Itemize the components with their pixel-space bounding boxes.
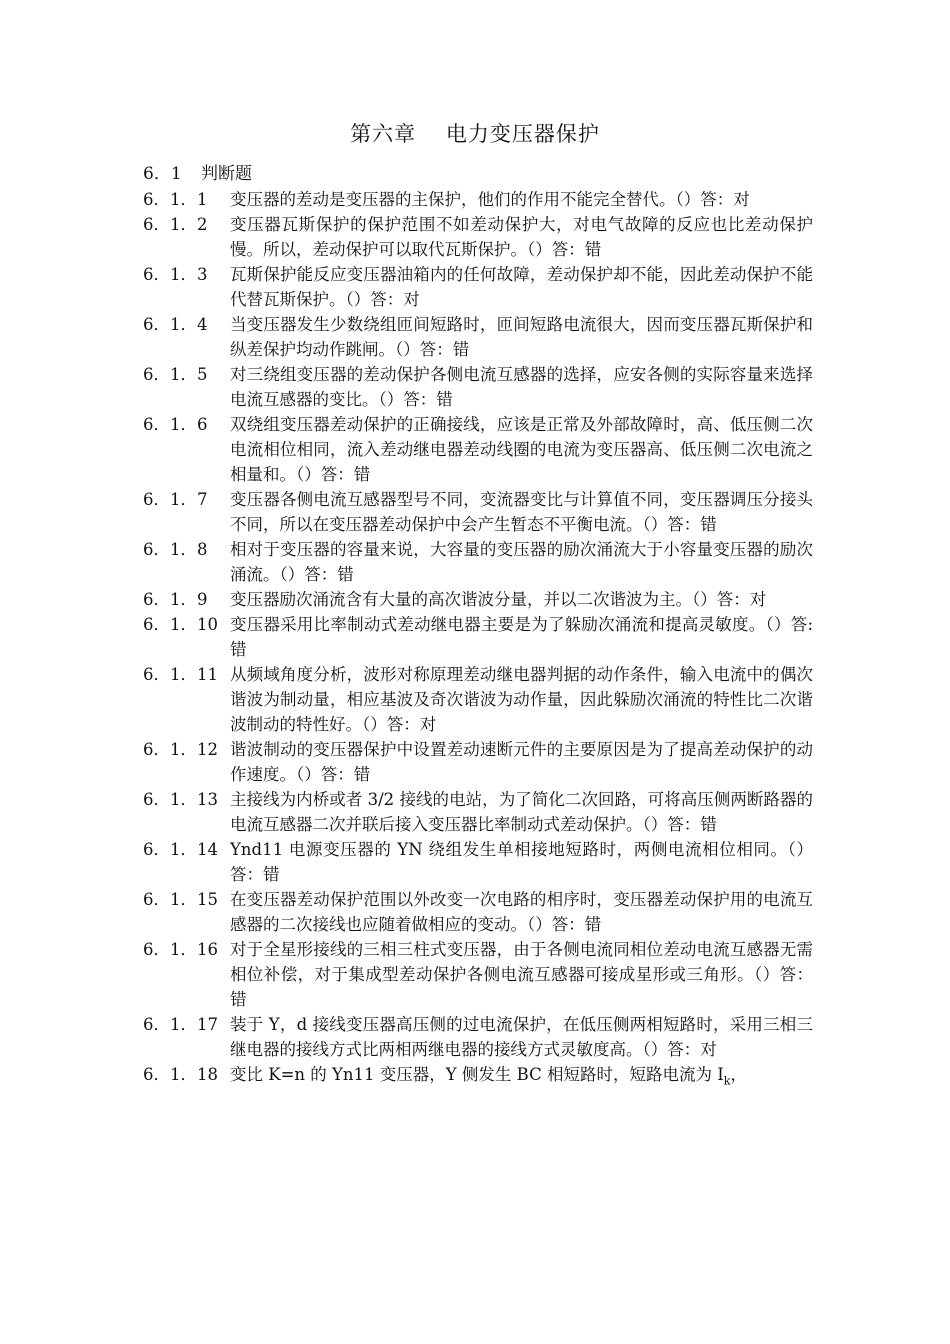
question-text: Ynd11 电源变压器的 YN 绕组发生单相接地短路时，两侧电流相位相同。（）答：错	[230, 840, 813, 884]
section-number: 6．1	[143, 164, 182, 184]
question-number: 6．1．17	[143, 1015, 218, 1034]
question-item	[143, 612, 813, 662]
question-answer: 错	[230, 990, 247, 1009]
question-text: 变压器各侧电流互感器型号不同，变流器变比与计算值不同，变压器调压分接头不同，所以在变压器差动保护中会产生暂态不平衡电流。（）答：错	[230, 490, 813, 534]
section-heading	[143, 162, 252, 187]
question-item	[143, 487, 813, 537]
question-text: 当变压器发生少数绕组匝间短路时，匝间短路电流很大，因而变压器瓦斯保护和纵差保护均动作跳闸。（）答：错	[230, 315, 813, 359]
question-item	[143, 312, 813, 362]
question-item	[143, 1012, 813, 1062]
question-item	[143, 537, 813, 587]
question-number: 6．1．2	[143, 215, 208, 234]
question-item	[143, 737, 813, 787]
question-number: 6．1．18	[143, 1065, 218, 1084]
question-answer: 对	[700, 1040, 717, 1059]
question-answer: 错	[337, 565, 354, 584]
question-item	[143, 262, 813, 312]
question-number: 6．1．9	[143, 590, 208, 609]
question-answer: 错	[700, 815, 717, 834]
question-number: 6．1．5	[143, 365, 208, 384]
question-item	[143, 837, 813, 887]
question-text: 装于 Y，d 接线变压器高压侧的过电流保护，在低压侧两相短路时，采用三相三继电器的接线方式比两相两继电器的接线方式灵敏度高。（）答：对	[230, 1015, 813, 1059]
question-answer: 错	[263, 865, 280, 884]
question-answer: 错	[452, 340, 470, 359]
question-text: 双绕组变压器差动保护的正确接线，应该是正常及外部故障时，高、低压侧二次电流相位相同，流入差动继电器差动线圈的电流为变压器高、低压侧二次电流之相量和。（）答：错	[230, 415, 813, 484]
question-answer: 错	[584, 915, 602, 934]
question-text: 变压器的差动是变压器的主保护，他们的作用不能完全替代。（）答：对	[230, 190, 750, 209]
question-item	[143, 887, 813, 937]
question-item	[143, 362, 813, 412]
question-number: 6．1．4	[143, 315, 208, 334]
question-text: 相对于变压器的容量来说，大容量的变压器的励次涌流大于小容量变压器的励次涌流。（）答：错	[230, 540, 813, 584]
question-number: 6．1．10	[143, 615, 218, 634]
question-answer: 对	[733, 190, 750, 209]
question-answer: 对	[749, 590, 767, 609]
question-number: 6．1．7	[143, 490, 208, 509]
current-subscript: k	[723, 1074, 731, 1088]
question-answer: 错	[353, 765, 371, 784]
question-number: 6．1．11	[143, 665, 218, 684]
question-item	[143, 937, 813, 1012]
question-number: 6．1．12	[143, 740, 218, 759]
question-number: 6．1．16	[143, 940, 218, 959]
question-text: 对三绕组变压器的差动保护各侧电流互感器的选择，应安各侧的实际容量来选择电流互感器的变比。（）答：错	[230, 365, 813, 409]
section-title: 判断题	[201, 164, 252, 184]
question-item	[143, 587, 813, 612]
question-text: 主接线为内桥或者 3/2 接线的电站，为了简化二次回路，可将高压侧两断路器的电流互感器二次并联后接入变压器比率制动式差动保护。（）答：错	[230, 790, 813, 834]
question-answer: 对	[403, 290, 420, 309]
question-number: 6．1．3	[143, 265, 208, 284]
question-item	[143, 662, 813, 737]
question-list	[143, 187, 813, 1093]
question-number: 6．1．6	[143, 415, 208, 434]
question-text: 在变压器差动保护范围以外改变一次电路的相序时，变压器差动保护用的电流互感器的二次接线也应随着做相应的变动。（）答：错	[230, 890, 813, 934]
question-item	[143, 412, 813, 487]
question-text: 谐波制动的变压器保护中设置差动速断元件的主要原因是为了提高差动保护的动作速度。（）答：错	[230, 740, 813, 784]
question-answer: 错	[353, 465, 371, 484]
question-item	[143, 1062, 813, 1093]
question-tail: ，	[730, 1065, 747, 1084]
question-answer: 错	[700, 515, 717, 534]
question-item	[143, 187, 813, 212]
question-number: 6．1．15	[143, 890, 218, 909]
question-number: 6．1．13	[143, 790, 218, 809]
question-answer: 错	[436, 390, 453, 409]
question-answer: 错	[230, 640, 247, 659]
chapter-title: 第六章 电力变压器保护	[350, 122, 600, 146]
question-number: 6．1．8	[143, 540, 208, 559]
question-text: 变比 K=n 的 Yn11 变压器，Y 侧发生 BC 相短路时，短路电流为 $I_k$，	[230, 1065, 747, 1088]
question-text: 变压器励次涌流含有大量的高次谐波分量，并以二次谐波为主。（）答：对	[230, 590, 767, 609]
question-number: 6．1．14	[143, 840, 218, 859]
question-text: 变压器采用比率制动式差动继电器主要是为了躲励次涌流和提高灵敏度。（）答:错	[230, 615, 813, 659]
question-answer: 对	[419, 715, 437, 734]
question-text: 对于全星形接线的三相三柱式变压器，由于各侧电流同相位差动电流互感器无需相位补偿，对于集成型差动保护各侧电流互感器可接成星形或三角形。（）答：错	[230, 940, 813, 1009]
question-number: 6．1．1	[143, 190, 208, 209]
question-text: 从频域角度分析，波形对称原理差动继电器判据的动作条件，输入电流中的偶次谐波为制动量，相应基波及奇次谐波为动作量，因此躲励次涌流的特性比二次谐波制动的特性好。（）答：对	[230, 665, 813, 734]
question-answer: 错	[584, 240, 602, 259]
question-text: 瓦斯保护能反应变压器油箱内的任何故障，差动保护却不能，因此差动保护不能代替瓦斯保护。（）答：对	[230, 265, 813, 309]
question-text: 变压器瓦斯保护的保护范围不如差动保护大，对电气故障的反应也比差动保护慢。所以，差动保护可以取代瓦斯保护。（）答：错	[230, 215, 813, 259]
question-item	[143, 212, 813, 262]
question-item	[143, 787, 813, 837]
